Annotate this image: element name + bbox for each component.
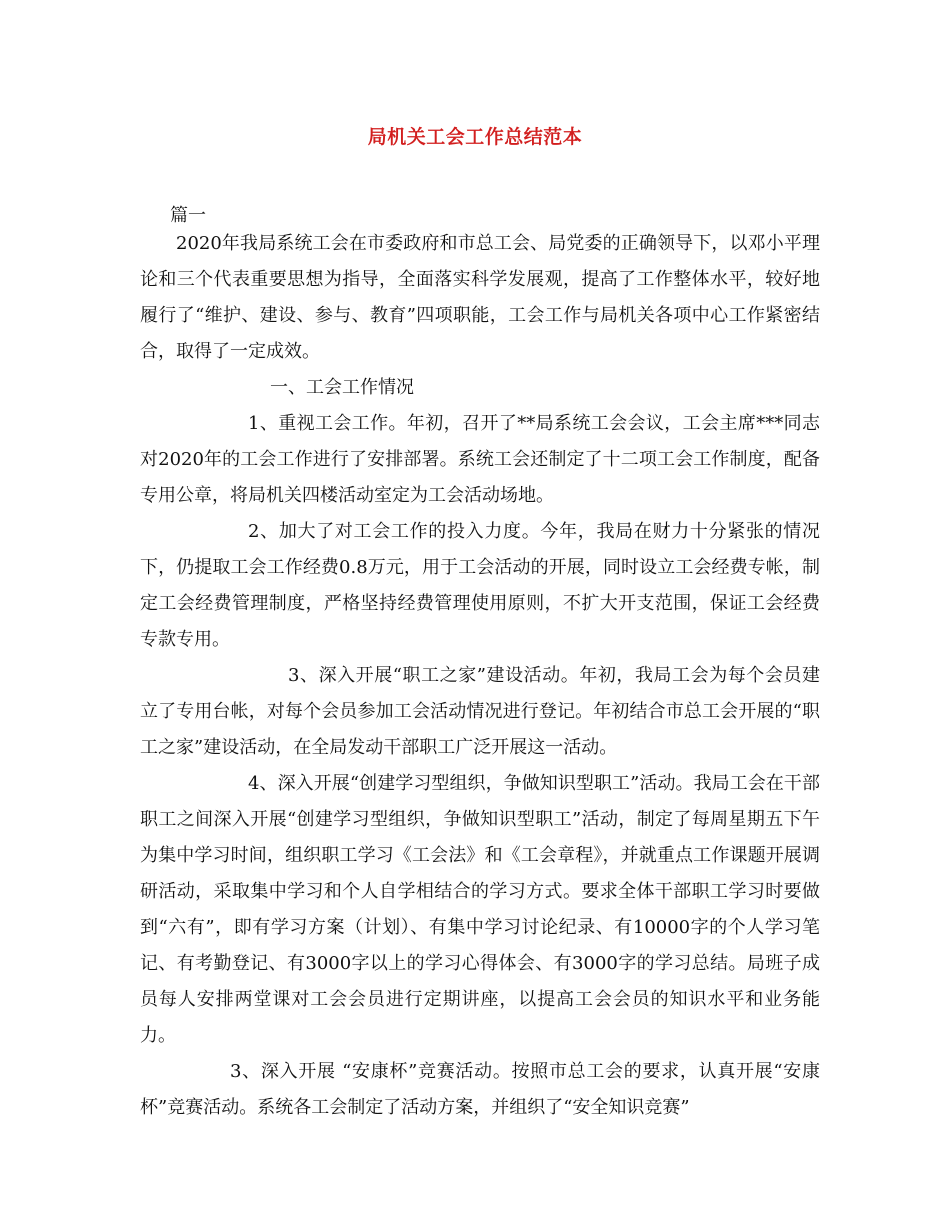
document-body: [140, 226, 820, 1126]
paragraph-item-4: 4、深入开展“创建学习型组织，争做知识型职工”活动。我局工会在干部职工之间深入开展“创建学习型组织，争做知识型职工”活动，制定了每周星期五下午为集中学习时间，组织职工学习《工会法》和《工会章程》，并就重点工作课题开展调研活动，采取集中学习和个人自学相结合的学习方式。要求全体干部职工学习时要做到“六有”，即有学习方案（计划）、有集中学习讨论纪录、有10000字的个人学习笔记、有考勤登记、有3000字以上的学习心得体会、有3000字的学习总结。局班子成员每人安排两堂课对工会会员进行定期讲座，以提高工会会员的知识水平和业务能力。: [140, 773, 820, 1046]
paragraph-item-3: 3、深入开展“职工之家”建设活动。年初，我局工会为每个会员建立了专用台帐，对每个会员参加工会活动情况进行登记。年初结合市总工会开展的“职工之家”建设活动，在全局发动干部职工广泛开展这一活动。: [140, 665, 820, 758]
section-heading: 一、工会工作情况: [270, 377, 414, 398]
document-title: 局机关工会工作总结范本: [367, 126, 583, 148]
section-label: 篇一: [170, 205, 206, 226]
paragraph-intro: 2020年我局系统工会在市委政府和市总工会、局党委的正确领导下，以邓小平理论和三个代表重要思想为指导，全面落实科学发展观，提高了工作整体水平，较好地履行了“维护、建设、参与、教育”四项职能，工会工作与局机关各项中心工作紧密结合，取得了一定成效。: [140, 233, 820, 362]
paragraph-item-5: 3、深入开展 “安康杯”竞赛活动。按照市总工会的要求，认真开展“安康杯”竞赛活动。系统各工会制定了活动方案，并组织了“安全知识竞赛”: [140, 1061, 820, 1118]
paragraph-item-1: 1、重视工会工作。年初，召开了**局系统工会会议，工会主席***同志对2020年的工会工作进行了安排部署。系统工会还制定了十二项工会工作制度，配备专用公章，将局机关四楼活动室定为工会活动场地。: [140, 413, 820, 506]
paragraph-item-2: 2、加大了对工会工作的投入力度。今年，我局在财力十分紧张的情况下，仍提取工会工作经费0.8万元，用于工会活动的开展，同时设立工会经费专帐，制定工会经费管理制度，严格坚持经费管理使用原则，不扩大开支范围，保证工会经费专款专用。: [140, 521, 820, 650]
